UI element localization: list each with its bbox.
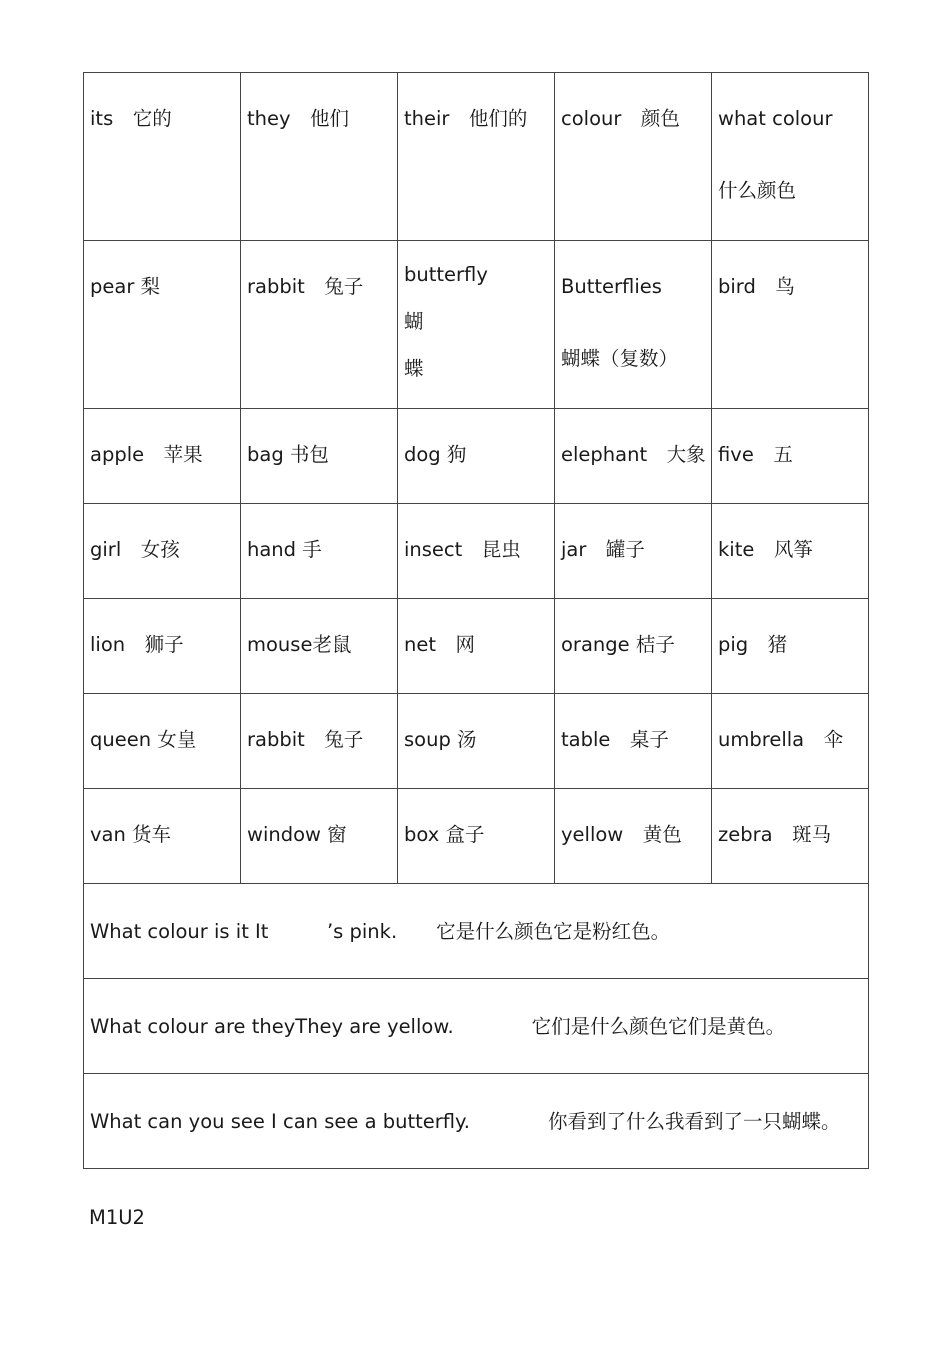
sentence-text: What colour are theyThey are yellow. 它们是什么颜色它们是黄色。 bbox=[90, 1015, 786, 1038]
vocabulary-table bbox=[83, 72, 869, 1169]
cell-text: net 网 bbox=[404, 633, 476, 656]
table-cell bbox=[398, 241, 555, 409]
table-cell bbox=[712, 241, 869, 409]
sentence-cell bbox=[84, 884, 869, 979]
table-cell bbox=[712, 409, 869, 504]
cell-text: kite 风筝 bbox=[718, 538, 813, 561]
table-cell bbox=[241, 694, 398, 789]
cell-text: bird 鸟 bbox=[718, 275, 795, 298]
table-cell bbox=[398, 504, 555, 599]
cell-text: their 他们的 bbox=[404, 107, 528, 130]
cell-text: dog 狗 bbox=[404, 443, 467, 466]
table-cell bbox=[241, 241, 398, 409]
table-row bbox=[84, 789, 869, 884]
cell-text: bag 书包 bbox=[247, 443, 329, 466]
table-cell bbox=[84, 694, 241, 789]
table-row bbox=[84, 409, 869, 504]
table-cell bbox=[555, 789, 712, 884]
sentence-row bbox=[84, 1074, 869, 1169]
table-row bbox=[84, 599, 869, 694]
cell-text: hand 手 bbox=[247, 538, 322, 561]
sentence-cell bbox=[84, 1074, 869, 1169]
table-cell bbox=[555, 694, 712, 789]
table-cell bbox=[84, 409, 241, 504]
table-row bbox=[84, 241, 869, 409]
sentence-cell bbox=[84, 979, 869, 1074]
table-cell bbox=[712, 694, 869, 789]
cell-text: queen 女皇 bbox=[90, 728, 197, 751]
cell-text: window 窗 bbox=[247, 823, 347, 846]
table-cell bbox=[555, 241, 712, 409]
cell-text: what colour 什么颜色 bbox=[718, 107, 833, 202]
table-cell bbox=[555, 504, 712, 599]
table-cell bbox=[398, 409, 555, 504]
table-cell bbox=[241, 409, 398, 504]
cell-text: zebra 斑马 bbox=[718, 823, 832, 846]
cell-text: apple 苹果 bbox=[90, 443, 203, 466]
cell-text: colour 颜色 bbox=[561, 107, 680, 130]
table-cell bbox=[398, 694, 555, 789]
table-cell bbox=[84, 599, 241, 694]
cell-text: insect 昆虫 bbox=[404, 538, 521, 561]
unit-label: M1U2 bbox=[89, 1206, 145, 1229]
sentence-row bbox=[84, 979, 869, 1074]
cell-text: five 五 bbox=[718, 443, 793, 466]
cell-text: rabbit 兔子 bbox=[247, 728, 364, 751]
table-cell bbox=[241, 789, 398, 884]
cell-text: jar 罐子 bbox=[561, 538, 645, 561]
table-row bbox=[84, 504, 869, 599]
cell-text: lion 狮子 bbox=[90, 633, 184, 656]
table-cell bbox=[712, 504, 869, 599]
cell-text: rabbit 兔子 bbox=[247, 275, 364, 298]
table-row bbox=[84, 694, 869, 789]
cell-text: pear 梨 bbox=[90, 275, 161, 298]
cell-text: elephant 大象 bbox=[561, 443, 706, 466]
table-cell bbox=[84, 789, 241, 884]
table-cell bbox=[712, 789, 869, 884]
table-cell bbox=[241, 504, 398, 599]
table-cell bbox=[398, 599, 555, 694]
table-cell bbox=[84, 504, 241, 599]
cell-text: orange 桔子 bbox=[561, 633, 675, 656]
table-cell bbox=[241, 599, 398, 694]
cell-text: girl 女孩 bbox=[90, 538, 180, 561]
table-cell bbox=[555, 409, 712, 504]
cell-text: umbrella 伞 bbox=[718, 728, 844, 751]
cell-text: box 盒子 bbox=[404, 823, 485, 846]
cell-text: mouse老鼠 bbox=[247, 633, 352, 656]
sentence-text: What can you see I can see a butterfly. 你看到了什么我看到了一只蝴蝶。 bbox=[90, 1110, 841, 1133]
cell-text: butterfly 蝴 蝶 bbox=[404, 263, 488, 380]
cell-text: its 它的 bbox=[90, 107, 172, 130]
cell-text: Butterflies 蝴蝶（复数） bbox=[561, 275, 679, 370]
sentence-text: What colour is it It ’s pink. 它是什么颜色它是粉红色。 bbox=[90, 920, 671, 943]
cell-text: table 桌子 bbox=[561, 728, 669, 751]
table-cell bbox=[555, 599, 712, 694]
table-cell bbox=[84, 241, 241, 409]
cell-text: they 他们 bbox=[247, 107, 350, 130]
cell-text: pig 猪 bbox=[718, 633, 788, 656]
cell-text: soup 汤 bbox=[404, 728, 477, 751]
cell-text: van 货车 bbox=[90, 823, 172, 846]
table-cell bbox=[712, 599, 869, 694]
cell-text: yellow 黄色 bbox=[561, 823, 682, 846]
sentence-row bbox=[84, 884, 869, 979]
table-cell bbox=[398, 789, 555, 884]
